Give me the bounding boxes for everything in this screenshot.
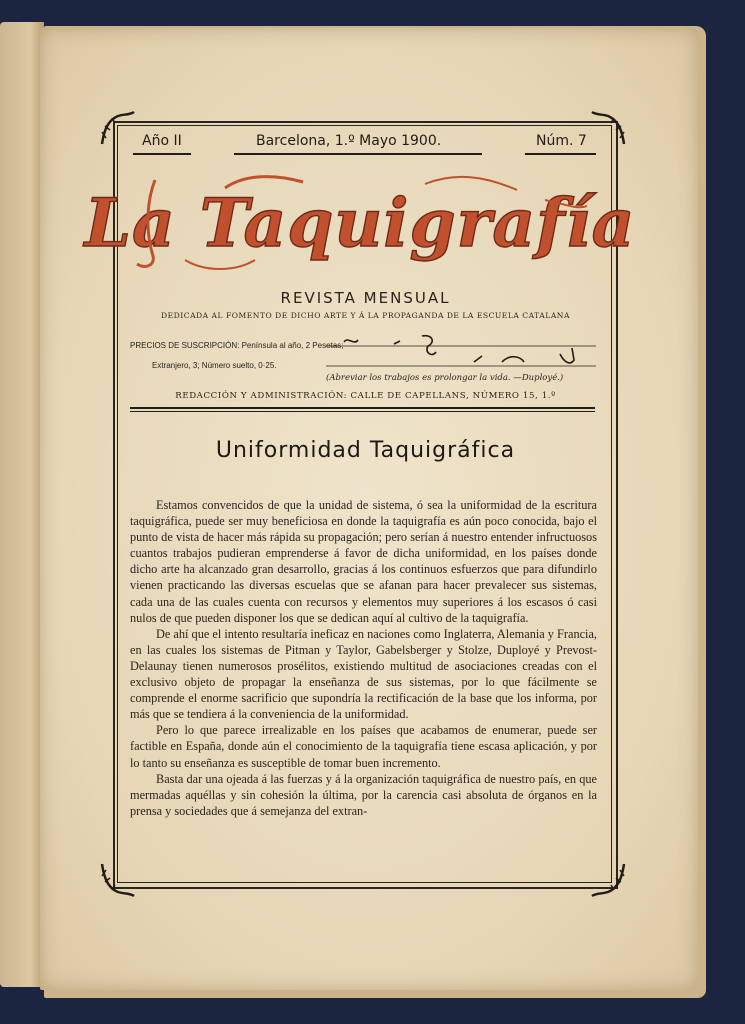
article-paragraph: De ahí que el intento resultaría ineficaz en naciones como Inglaterra, Alemania y Francia, en las cuales los sistemas de Pitman y Taylor, Gabelsberger y Stolze, Duployé y Prevost-Delaunay tienen numerosos prosélitos, existiendo multitud de asociaciones creadas con el exclusivo objeto de propagar la enseñanza de sus sistemas, por lo que fácilmente se comprende el enorme sacrificio que supondría la rectificación de la base que los informa, por más que se tendiera á la conveniencia de la uniformidad.: [130, 626, 597, 722]
article-paragraph: Estamos convencidos de que la unidad de sistema, ó sea la uniformidad de la escritura taquigráfica, puede ser muy beneficiosa en donde la taquigrafía es aún poco conocida, bajo el punto de vista de hacer más rápida su propagación; pero serían á nuestro entender infructuosos cuantos trabajos pudieran emprenderse á favor de dicha uniformidad, en los países donde dicho arte ha alcanzado gran desarrollo, gracias á los continuos esfuerzos que para difundirlo vienen practicando las diversas escuelas que se afanan para hacer prevalecer sus sistemas, cada una de las cuales cuenta con recursos y elementos muy superiores á los escasos ó casi nulos de que pueden disponer los que se dedican aquí al cultivo de la taquigrafía.: [130, 498, 597, 625]
divider-rule: [130, 407, 595, 409]
issue-number: Núm. 7: [536, 133, 587, 149]
corner-ornament-icon: [590, 862, 628, 900]
article-title: Uniformidad Taquigráfica: [215, 438, 516, 463]
masthead-subtitle: REVISTA MENSUAL: [280, 289, 451, 307]
corner-ornament-icon: [590, 108, 628, 146]
masthead-logo: [84, 160, 636, 278]
dedication-line: DEDICADA AL FOMENTO DE DICHO ARTE Y Á LA PROPAGANDA DE LA ESCUELA CATALANA: [161, 311, 570, 320]
corner-ornament-icon: [98, 108, 136, 146]
article-paragraph: Pero lo que parece irrealizable en los países que acabamos de enumerar, puede ser factible en España, donde aún el conocimiento de la taquigrafía tiene escasa aplicación, y por lo tanto su enseñanza es susceptible de tomar buen incremento.: [130, 723, 597, 770]
motto-caption: (Abreviar los trabajos es prolongar la vida. —Duployé.): [326, 373, 564, 383]
divider-rule: [130, 411, 595, 412]
previous-page-edge: [0, 22, 44, 987]
article-paragraph: Basta dar una ojeada á las fuerzas y á la organización taquigráfica de nuestro país, en que mermadas aquéllas y sin cohesión la última, por la carencia casi absoluta de órganos en la prensa y sociedades que á semejanza del extran-: [130, 771, 597, 818]
header-underline: [133, 153, 191, 155]
header-underline: [234, 153, 482, 155]
volume-label: Año II: [142, 133, 182, 149]
subscription-line-1: PRECIOS DE SUSCRIPCIÓN: Península al año, 2 Pesetas;: [130, 341, 344, 350]
place-date: Barcelona, 1.º Mayo 1900.: [256, 133, 442, 149]
corner-ornament-icon: [98, 862, 136, 900]
svg-text:La Taquigrafía: La Taquigrafía: [84, 184, 636, 262]
subscription-line-2: Extranjero, 3; Número suelto, 0·25.: [152, 361, 277, 370]
header-underline: [525, 153, 596, 155]
shorthand-motto-image: [324, 332, 600, 372]
subscription-prices: [130, 336, 343, 376]
editorial-address: REDACCIÓN Y ADMINISTRACIÓN: CALLE DE CAPELLANS, NÚMERO 15, 1.º: [175, 391, 556, 401]
article-body: [130, 497, 597, 819]
